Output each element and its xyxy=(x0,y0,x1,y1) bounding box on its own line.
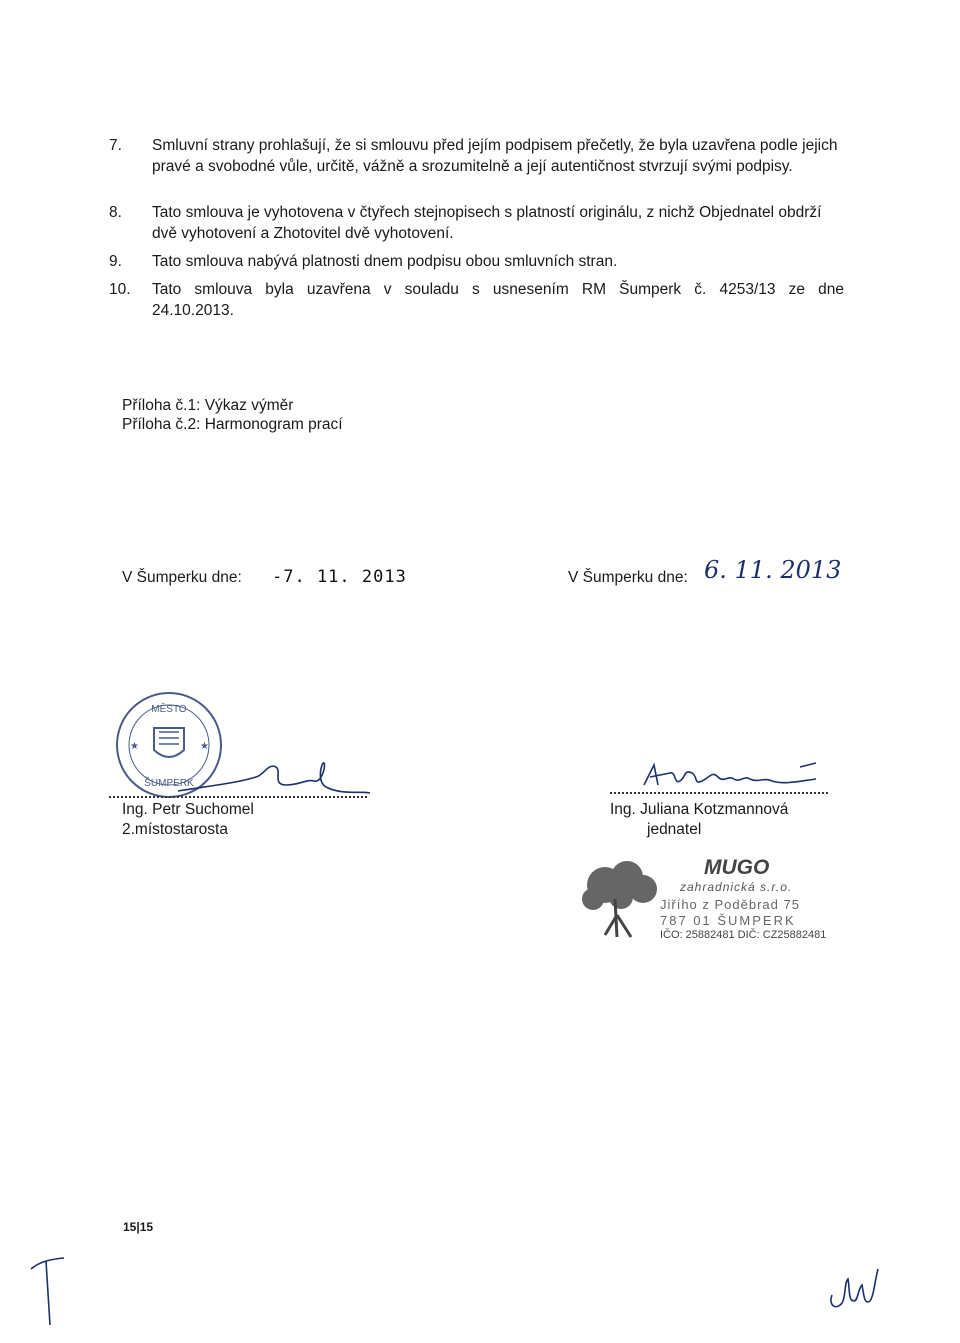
svg-text:★: ★ xyxy=(130,741,139,752)
svg-text:★: ★ xyxy=(200,741,209,752)
company-street: Jiřího z Poděbrad 75 xyxy=(660,897,800,912)
clause-text-line-2: 24.10.2013. xyxy=(152,301,234,319)
left-date-label: V Šumperku dne: xyxy=(122,569,242,586)
initials-right-icon xyxy=(822,1265,882,1315)
clause-number: 9. xyxy=(109,253,122,270)
attachment-2: Příloha č.2: Harmonogram prací xyxy=(122,416,343,433)
right-signature-icon xyxy=(640,755,830,795)
clause-number: 10. xyxy=(109,281,131,298)
company-city: 787 01 ŠUMPERK xyxy=(660,913,796,928)
right-signatory-name: Ing. Juliana Kotzmannová xyxy=(610,801,789,818)
clause-8 xyxy=(109,203,844,244)
clause-number: 7. xyxy=(109,137,122,154)
company-name: MUGO xyxy=(704,856,770,879)
left-signature-icon xyxy=(176,755,371,800)
clause-text: Smluvní strany prohlašují, že si smlouvu před jejím podpisem přečetly, že byla uzavřena podle jejich pravé a svobodné vůle, určitě, vážně a srozumitelně a její autentičnost stvrzují svými podpisy. xyxy=(152,137,838,175)
right-date-handwritten: 6. 11. 2013 xyxy=(704,556,842,584)
company-ids: IČO: 25882481 DIČ: CZ25882481 xyxy=(660,929,827,941)
left-signatory-role: 2.místostarosta xyxy=(122,821,228,838)
left-signature-line xyxy=(109,796,367,798)
svg-text:MĚSTO: MĚSTO xyxy=(151,704,187,715)
left-signatory-name: Ing. Petr Suchomel xyxy=(122,801,254,818)
svg-text:ŠUMPERK: ŠUMPERK xyxy=(144,778,194,789)
initials-left-icon xyxy=(28,1255,68,1330)
attachment-1: Příloha č.1: Výkaz výměr xyxy=(122,397,294,414)
clause-9 xyxy=(109,252,844,273)
clause-10 xyxy=(109,280,844,321)
clause-text: Tato smlouva je vyhotovena v čtyřech stejnopisech s platností originálu, z nichž Objednatel obdrží dvě vyhotovení a Zhotovitel dvě vyhotovení. xyxy=(152,204,822,242)
right-signatory-role: jednatel xyxy=(647,821,702,838)
clause-7 xyxy=(109,136,844,177)
right-date-label: V Šumperku dne: xyxy=(568,569,688,586)
clause-text: Tato smlouva nabývá platnosti dnem podpisu obou smluvních stran. xyxy=(152,253,618,270)
clause-number: 8. xyxy=(109,204,122,221)
company-subtitle: zahradnická s.r.o. xyxy=(680,880,793,894)
page-number: 15|15 xyxy=(123,1220,154,1234)
clause-text-line-1: Tato smlouva byla uzavřena v souladu s usnesením RM Šumperk č. 4253/13 ze dne xyxy=(152,281,844,298)
left-date-stamp: -7. 11. 2013 xyxy=(272,567,407,587)
